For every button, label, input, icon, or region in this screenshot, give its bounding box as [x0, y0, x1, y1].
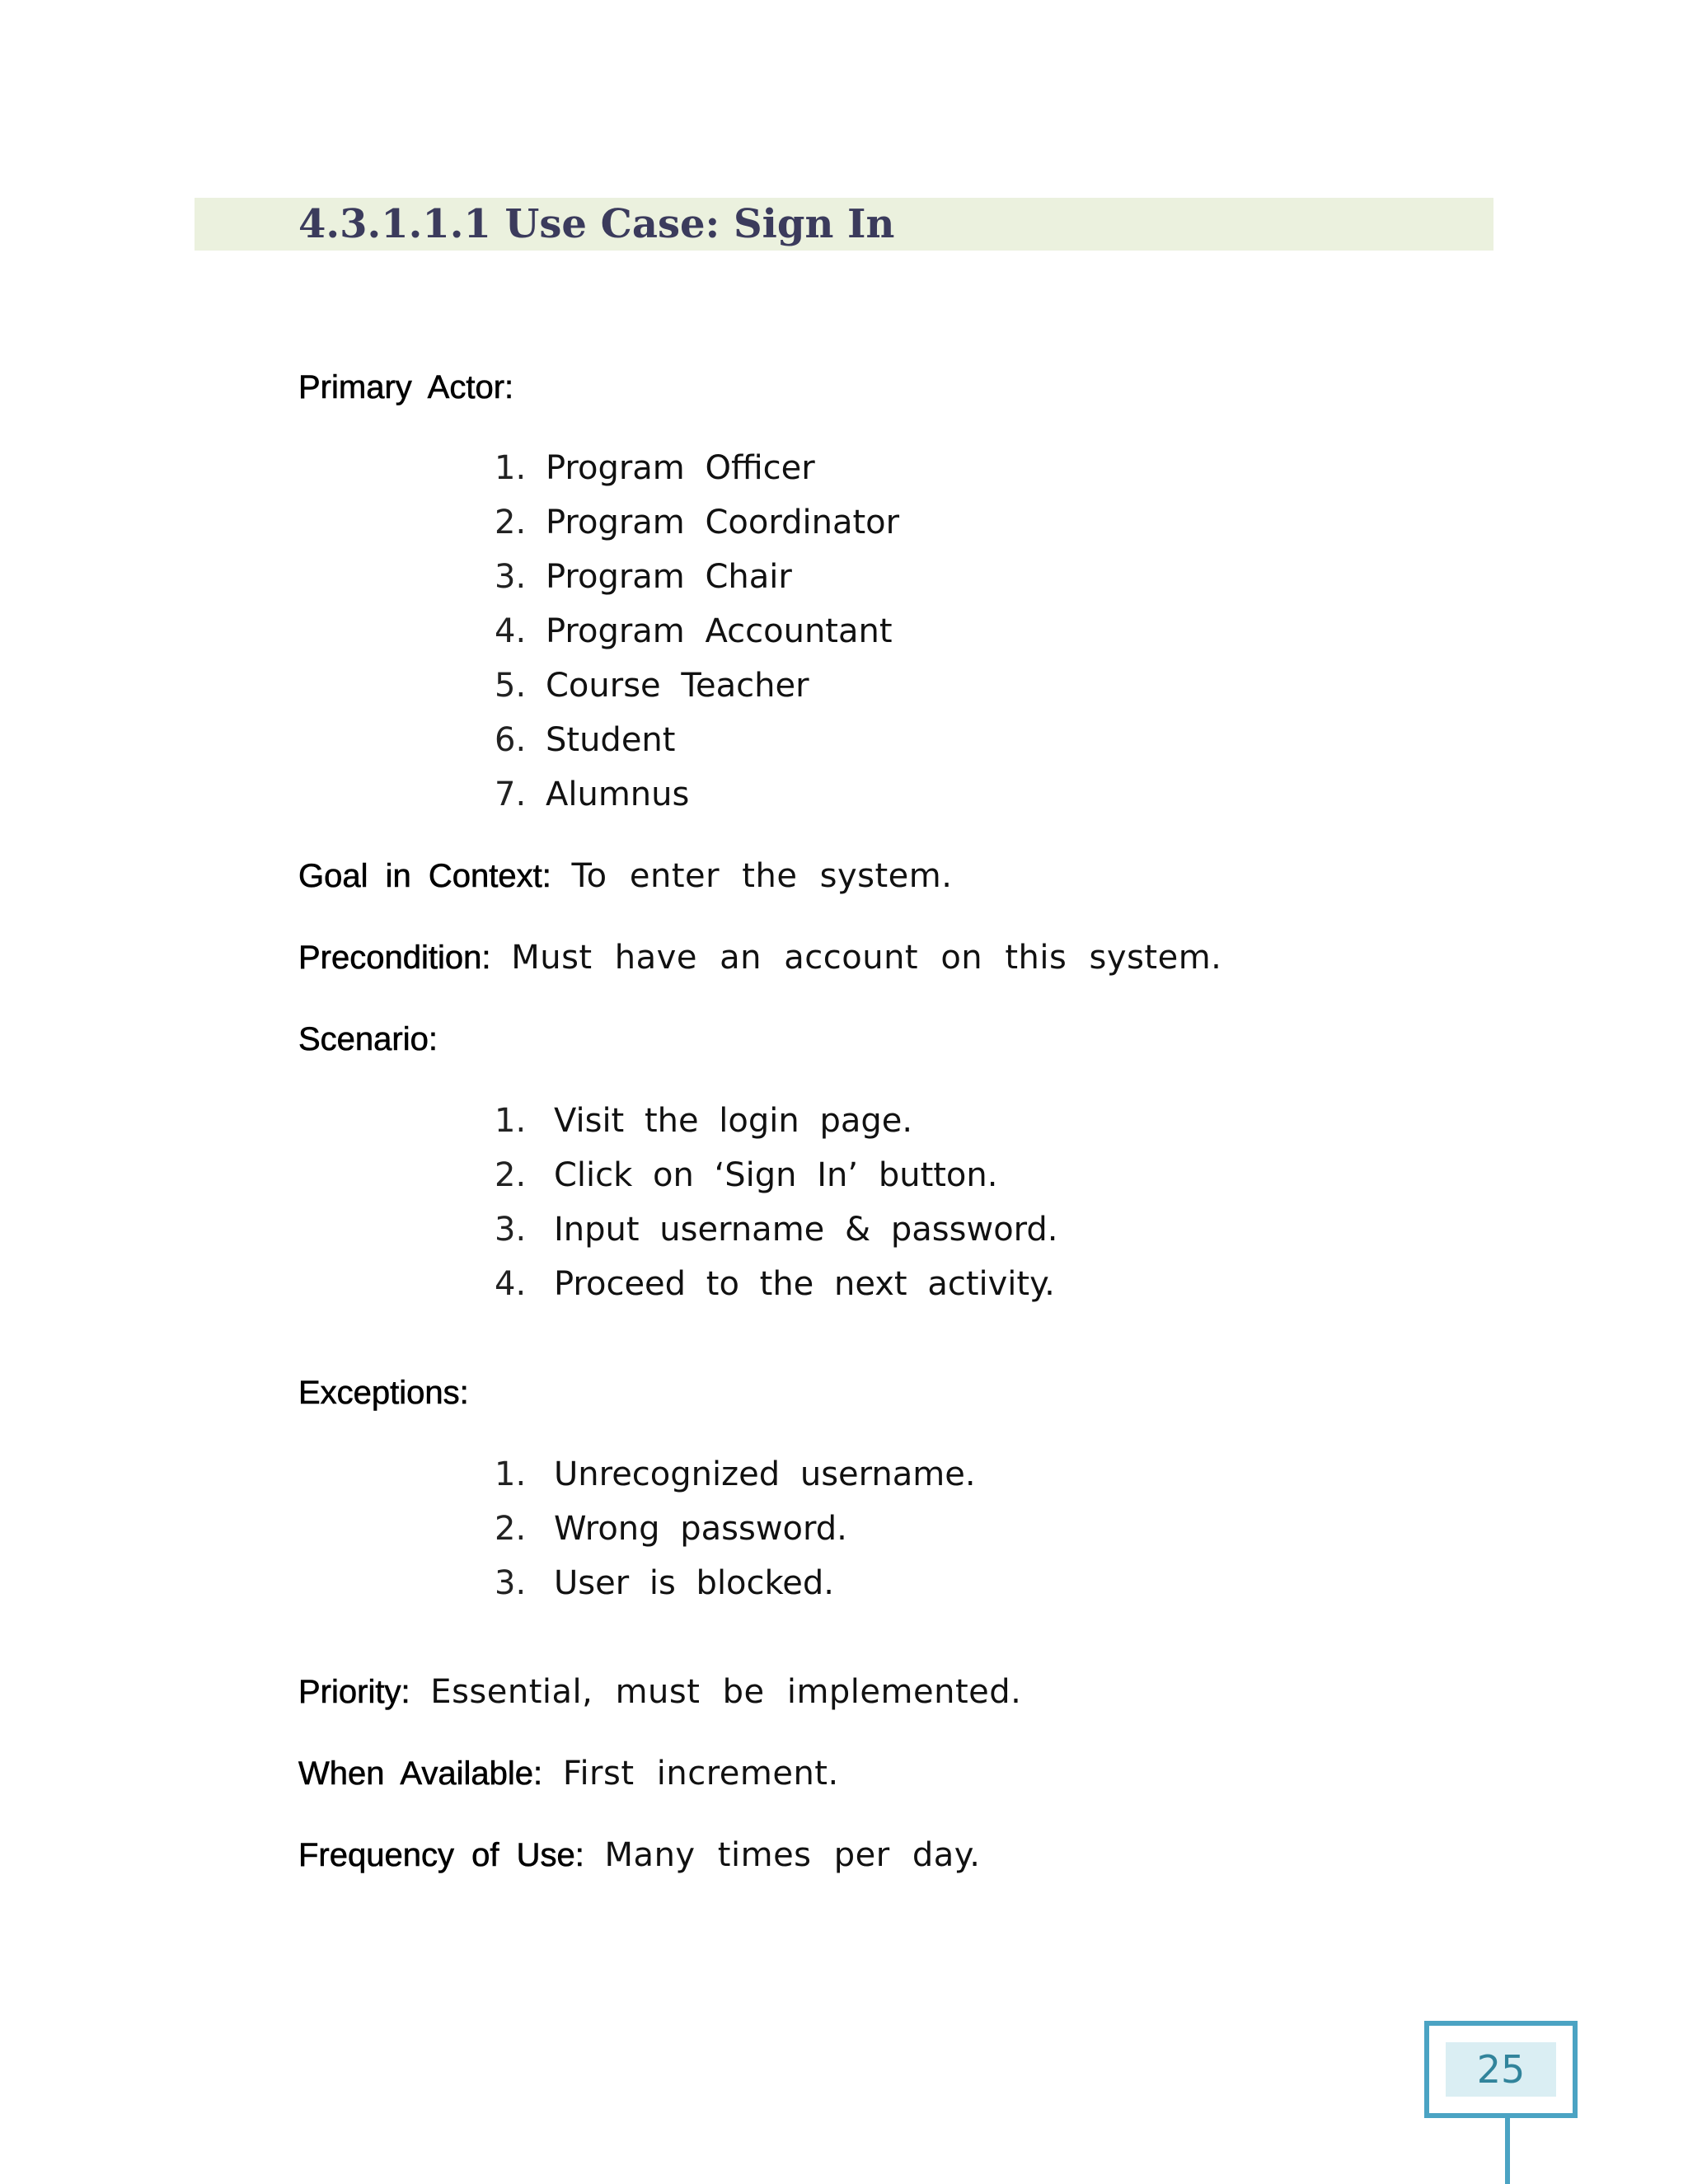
- list-item: 1. Visit the login page.: [495, 1102, 913, 1140]
- scenario-line: [298, 1019, 438, 1060]
- precondition-value: Must have an account on this system.: [511, 939, 1222, 977]
- list-item: 2. Wrong password.: [495, 1510, 847, 1548]
- exceptions-list: [495, 1447, 976, 1610]
- list-item: 3. User is blocked.: [495, 1564, 834, 1602]
- primary-actor-line: [298, 367, 513, 408]
- list-item: 1. Program Officer: [495, 449, 815, 487]
- exceptions-line: [298, 1372, 469, 1413]
- goal-line: [298, 855, 952, 897]
- when-available-line: [298, 1753, 839, 1794]
- frequency-line: [298, 1835, 980, 1876]
- primary-actor-label: Primary Actor:: [298, 369, 514, 405]
- list-item: 2. Click on ‘Sign In’ button.: [495, 1156, 998, 1194]
- list-item: 7. Alumnus: [495, 776, 690, 813]
- list-item: 5. Course Teacher: [495, 667, 809, 705]
- goal-label: Goal in Context:: [298, 858, 551, 894]
- frequency-label: Frequency of Use:: [298, 1837, 584, 1873]
- precondition-label: Precondition:: [298, 940, 491, 976]
- primary-actor-list: [495, 441, 899, 822]
- list-item: 4. Program Accountant: [495, 612, 893, 650]
- when-available-label: When Available:: [298, 1755, 543, 1792]
- frequency-value: Many times per day.: [604, 1836, 981, 1874]
- list-item: 1. Unrecognized username.: [495, 1455, 976, 1493]
- page-number: 25: [1446, 2042, 1556, 2097]
- list-item: 3. Input username & password.: [495, 1211, 1058, 1249]
- when-available-value: First increment.: [562, 1755, 839, 1793]
- list-item: 4. Proceed to the next activity.: [495, 1265, 1055, 1303]
- page-number-stem: [1505, 2118, 1510, 2184]
- section-heading: 4.3.1.1.1 Use Case: Sign In: [298, 201, 895, 247]
- priority-line: [298, 1671, 1021, 1713]
- priority-label: Priority:: [298, 1674, 410, 1710]
- page-number-box: [1424, 2021, 1578, 2118]
- list-item: 6. Student: [495, 721, 676, 759]
- goal-value: To enter the system.: [571, 857, 953, 895]
- priority-value: Essential, must be implemented.: [430, 1673, 1022, 1711]
- list-item: 3. Program Chair: [495, 558, 792, 596]
- scenario-label: Scenario:: [298, 1021, 438, 1057]
- scenario-list: [495, 1094, 1058, 1311]
- precondition-line: [298, 937, 1221, 978]
- exceptions-label: Exceptions:: [298, 1375, 469, 1411]
- list-item: 2. Program Coordinator: [495, 504, 900, 541]
